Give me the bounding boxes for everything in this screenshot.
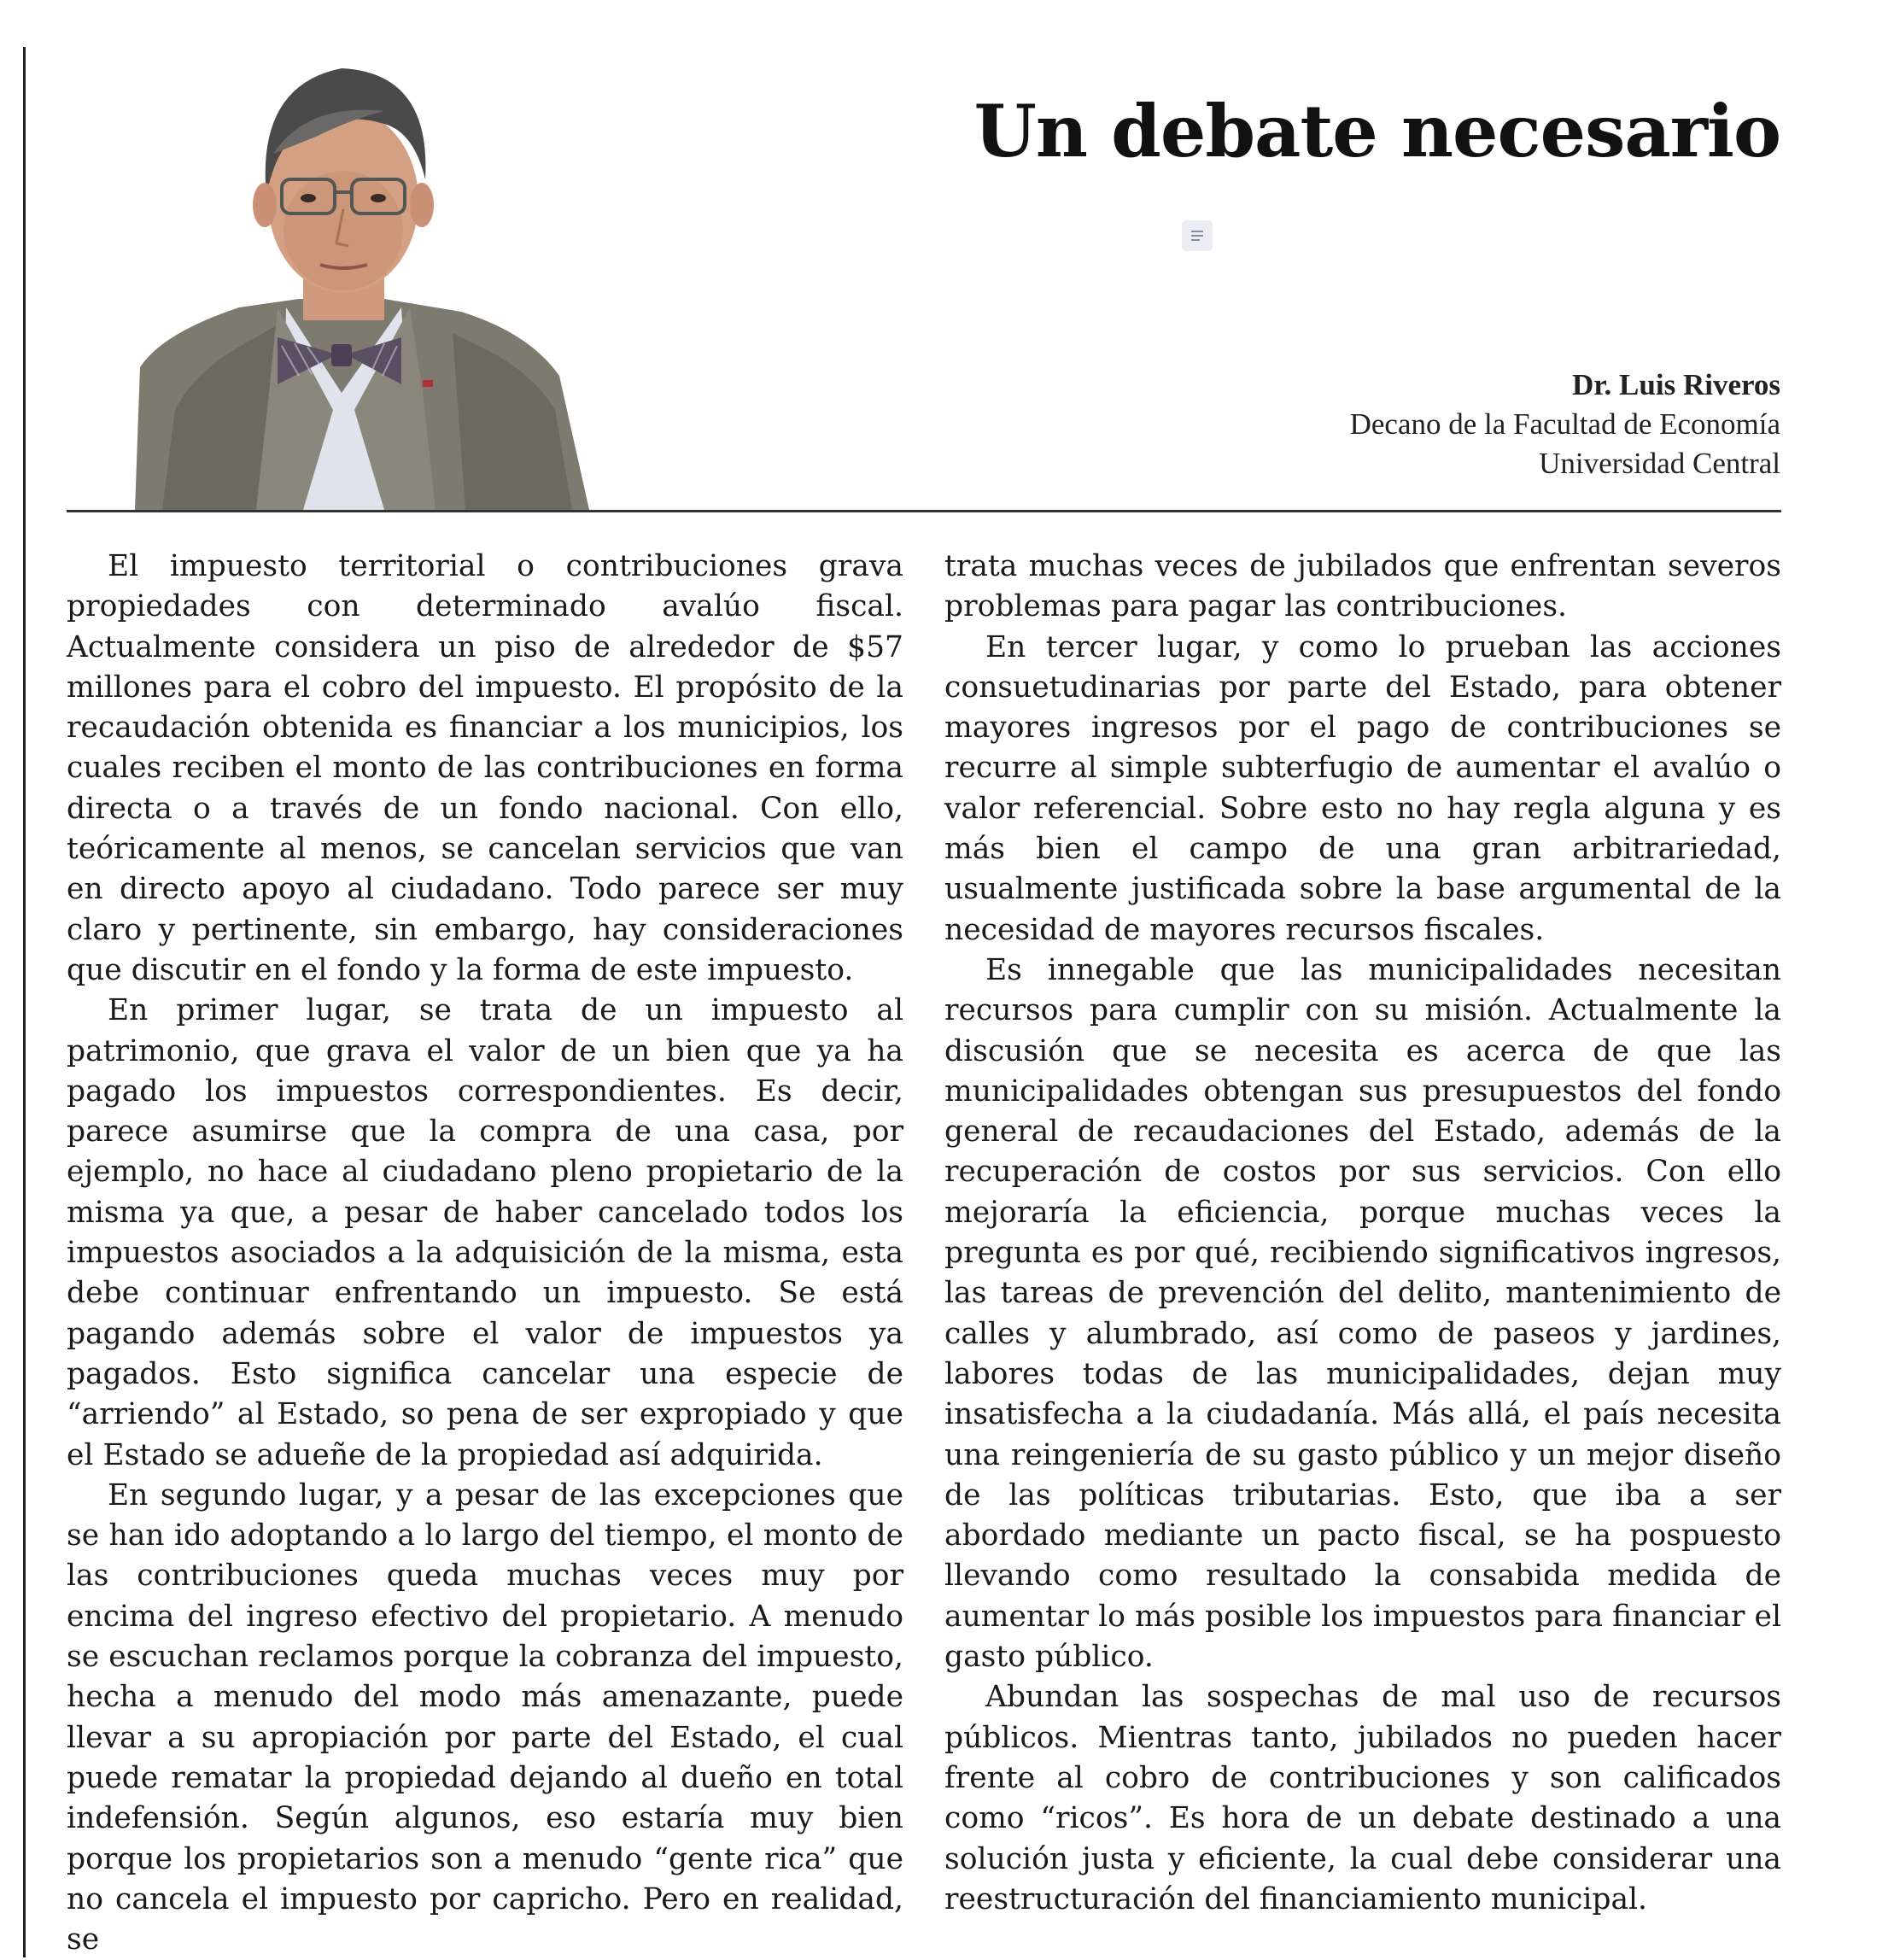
- paragraph: En primer lugar, se trata de un impuesto al patrimonio, que grava el valor de un bien que ya ha pagado los impuestos correspondientes. Es decir, parece asumirse que la compra de una casa, por ejemplo, no hace al ciudadano pleno propietario de la misma ya que, a pesar de haber cancelado todos los impuestos asociados a la adquisición de la misma, esta debe continuar enfrentando un impuesto. Se está pagando además sobre el valor de impuestos ya pagados. Esto significa cancelar una especie de “arriendo” al Estado, so pena de ser expropiado y que el Estado se adueñe de la propiedad así adquirida.: [67, 993, 903, 1472]
- page-edge-rule: [23, 47, 26, 1957]
- article-title: Un debate necesario: [973, 89, 1780, 174]
- article-column-left: [67, 547, 903, 1960]
- paragraph: En tercer lugar, y como lo prueban las acciones consuetudinarias por parte del Estado, para obtener mayores ingresos por el pago de contribuciones se recurre al simple subterfugio de aumentar el avalúo o valor referencial. Sobre esto no hay regla alguna y es más bien el campo de una gran arbitrariedad, usualmente justificada sobre la base argumental de la necesidad de mayores recursos fiscales.: [944, 629, 1781, 947]
- author-role: Decano de la Facultad de Economía: [1349, 407, 1780, 441]
- author-name: Dr. Luis Riveros: [1571, 368, 1780, 401]
- paragraph: El impuesto territorial o contribuciones grava propiedades con determinado avalúo fiscal. Actualmente considera un piso de alrededor de $57 millones para el cobro del impuesto. El propósito de la recaudación obtenida es financiar a los municipios, los cuales reciben el monto de las contribuciones en forma directa o a través de un fondo nacional. Con ello, teóricamente al menos, se cancelan servicios que van en directo apoyo al ciudadano. Todo parece ser muy claro y pertinente, sin embargo, hay consideraciones que discutir en el fondo y la forma de este impuesto.: [67, 549, 903, 987]
- paragraph-continuation: trata muchas veces de jubilados que enfrentan severos problemas para pagar las contribuciones.: [944, 549, 1781, 624]
- paragraph: En segundo lugar, y a pesar de las excepciones que se han ido adoptando a lo largo del tiempo, el monto de las contribuciones queda muchas veces muy por encima del ingreso efectivo del propietario. A menudo se escuchan reclamos porque la cobranza del impuesto, hecha a menudo del modo más amenazante, puede llevar a su apropiación por parte del Estado, el cual puede rematar la propiedad dejando al dueño en total indefensión. Según algunos, eso estaría muy bien porque los propietarios son a menudo “gente rica” que no cancela el impuesto por capricho. Pero en realidad, se: [67, 1477, 903, 1957]
- author-byline: [1350, 366, 1780, 483]
- author-institution: Universidad Central: [1539, 447, 1780, 480]
- article-column-right: [944, 547, 1781, 1920]
- author-portrait: [128, 51, 598, 510]
- paragraph: Es innegable que las municipalidades necesitan recursos para cumplir con su misión. Actualmente la discusión que se necesita es acerca de que las municipalidades obtengan sus presupuestos del fondo general de recaudaciones del Estado, además de la recuperación de costos por sus servicios. Con ello mejoraría la eficiencia, porque muchas veces la pregunta es por qué, recibiendo significativos ingresos, las tareas de prevención del delito, mantenimiento de calles y alumbrado, así como de paseos y jardines, labores todas de las municipalidades, dejan muy insatisfecha a la ciudadanía. Más allá, el país necesita una reingeniería de su gasto público y un mejor diseño de las políticas tributarias. Esto, que iba a ser abordado mediante un pacto fiscal, se ha pospuesto llevando como resultado la consabida medida de aumentar lo más posible los impuestos para financiar el gasto público.: [944, 952, 1781, 1675]
- note-icon[interactable]: [1182, 220, 1213, 251]
- header-divider: [67, 510, 1781, 512]
- paragraph: Abundan las sospechas de mal uso de recursos públicos. Mientras tanto, jubilados no pueden hacer frente al cobro de contribuciones y son calificados como “ricos”. Es hora de un debate destinado a una solución justa y eficiente, la cual debe considerar una reestructuración del financiamiento municipal.: [944, 1680, 1781, 1916]
